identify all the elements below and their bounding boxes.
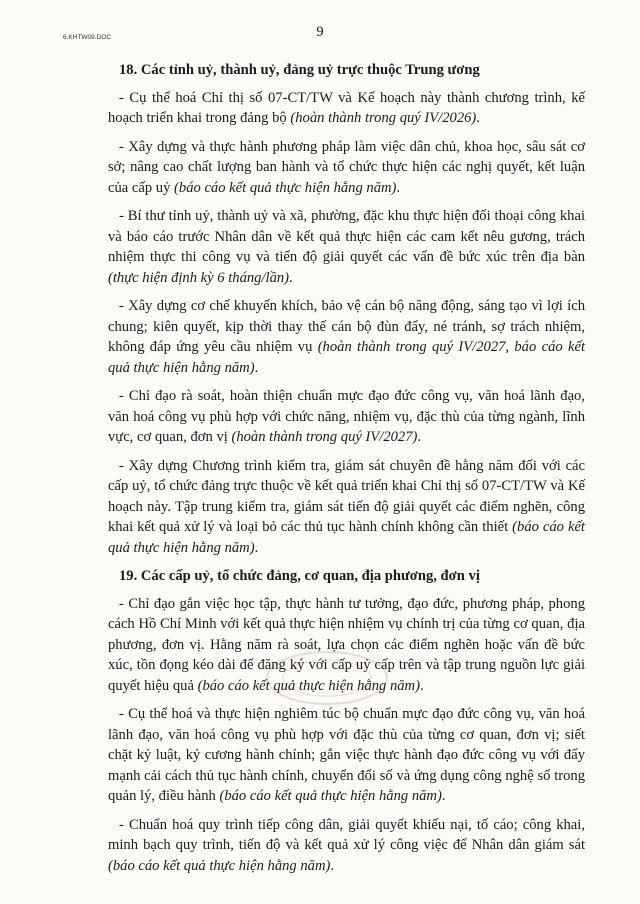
section-18-paragraph: - Chỉ đạo rà soát, hoàn thiện chuẩn mực đạo đức công vụ, văn hoá lãnh đạo, văn hoá công vụ phù hợp với chức năng, nhiệm vụ, đặc thù của từng ngành, lĩnh vực, cơ quan, đơn vị (hoàn thành trong quý IV/2027). [108,388,585,445]
section-18-paragraph: - Bí thư tỉnh uỷ, thành uỷ và xã, phường, đặc khu thực hiện đối thoại công khai và báo cáo trước Nhân dân về kết quả thực hiện các cam kết nêu gương, trách nhiệm thực thi công vụ và tiến độ giải quyết các vấn đề bức xúc trên địa bàn (thực hiện định kỳ 6 tháng/lần). [108,208,585,286]
section-18-paragraph: - Xây dựng và thực hành phương pháp làm việc dân chủ, khoa học, sâu sát cơ sở; nâng cao chất lượng ban hành và tổ chức thực hiện các nghị quyết, kết luận của cấp uỷ (báo cáo kết quả thực hiện hằng năm). [108,138,585,196]
page-number: 9 [316,24,324,40]
section-19-paragraph: - Cụ thể hoá và thực hiện nghiêm túc bộ chuẩn mực đạo đức công vụ, văn hoá lãnh đạo, văn hoá công vụ phù hợp với đặc thù của từng cơ quan, đơn vị; siết chặt kỷ luật, kỷ cương hành chính; gắn việc thực hành đạo đức công vụ với đẩy mạnh cải cách thủ tục hành chính, chuyển đổi số và ứng dụng công nghệ số trong quản lý, điều hành (báo cáo kết quả thực hiện hằng năm). [108,706,585,804]
section-19-paragraph: - Chuẩn hoá quy trình tiếp công dân, giải quyết khiếu nại, tố cáo; công khai, minh bạch quy trình, tiến độ và kết quả xử lý công việc để Nhân dân giám sát (báo cáo kết quả thực hiện hằng năm). [108,816,585,874]
section-19-paragraph: - Chỉ đạo gắn việc học tập, thực hành tư tưởng, đạo đức, phương pháp, phong cách Hồ Chí Minh với kết quả thực hiện nhiệm vụ chính trị của từng cơ quan, địa phương, đơn vị. Hằng năm rà soát, lựa chọn các điểm nghẽn hoặc vấn đề bức xúc, tồn đọng kéo dài để đăng ký với cấp uỷ cấp trên và tập trung nguồn lực giải quyết hiệu quả (báo cáo kết quả thực hiện hằng năm). [108,595,585,694]
section-18-heading: 18. Các tỉnh uỷ, thành uỷ, đảng uỷ trực thuộc Trung ương [119,62,480,78]
file-code: 6.KHTW09.DOC [63,34,112,41]
section-18-paragraph: - Xây dựng cơ chế khuyến khích, bảo vệ cán bộ năng động, sáng tạo vì lợi ích chung; kiên quyết, kịp thời thay thế cán bộ đùn đẩy, né tránh, sợ trách nhiệm, không đáp ứng yêu cầu nhiệm vụ (hoàn thành trong quý IV/2027, báo cáo kết quả thực hiện hằng năm). [108,298,585,376]
section-18-paragraph: - Cụ thể hoá Chỉ thị số 07-CT/TW và Kế hoạch này thành chương trình, kế hoạch triển khai trong đảng bộ (hoàn thành trong quý IV/2026). [108,89,585,126]
document-body [108,60,585,884]
section-19-heading: 19. Các cấp uỷ, tổ chức đảng, cơ quan, địa phương, đơn vị [119,568,480,584]
section-18-paragraph: - Xây dựng Chương trình kiểm tra, giám sát chuyên đề hằng năm đối với các cấp uỷ, tổ chức đảng trực thuộc về kết quả triển khai Chỉ thị số 07-CT/TW và Kế hoạch này. Tập trung kiểm tra, giám sát tiến độ giải quyết các điểm nghẽn, công khai kết quả xử lý và loại bỏ các thủ tục hành chính không cần thiết (báo cáo kết quả thực hiện hằng năm). [108,457,585,556]
